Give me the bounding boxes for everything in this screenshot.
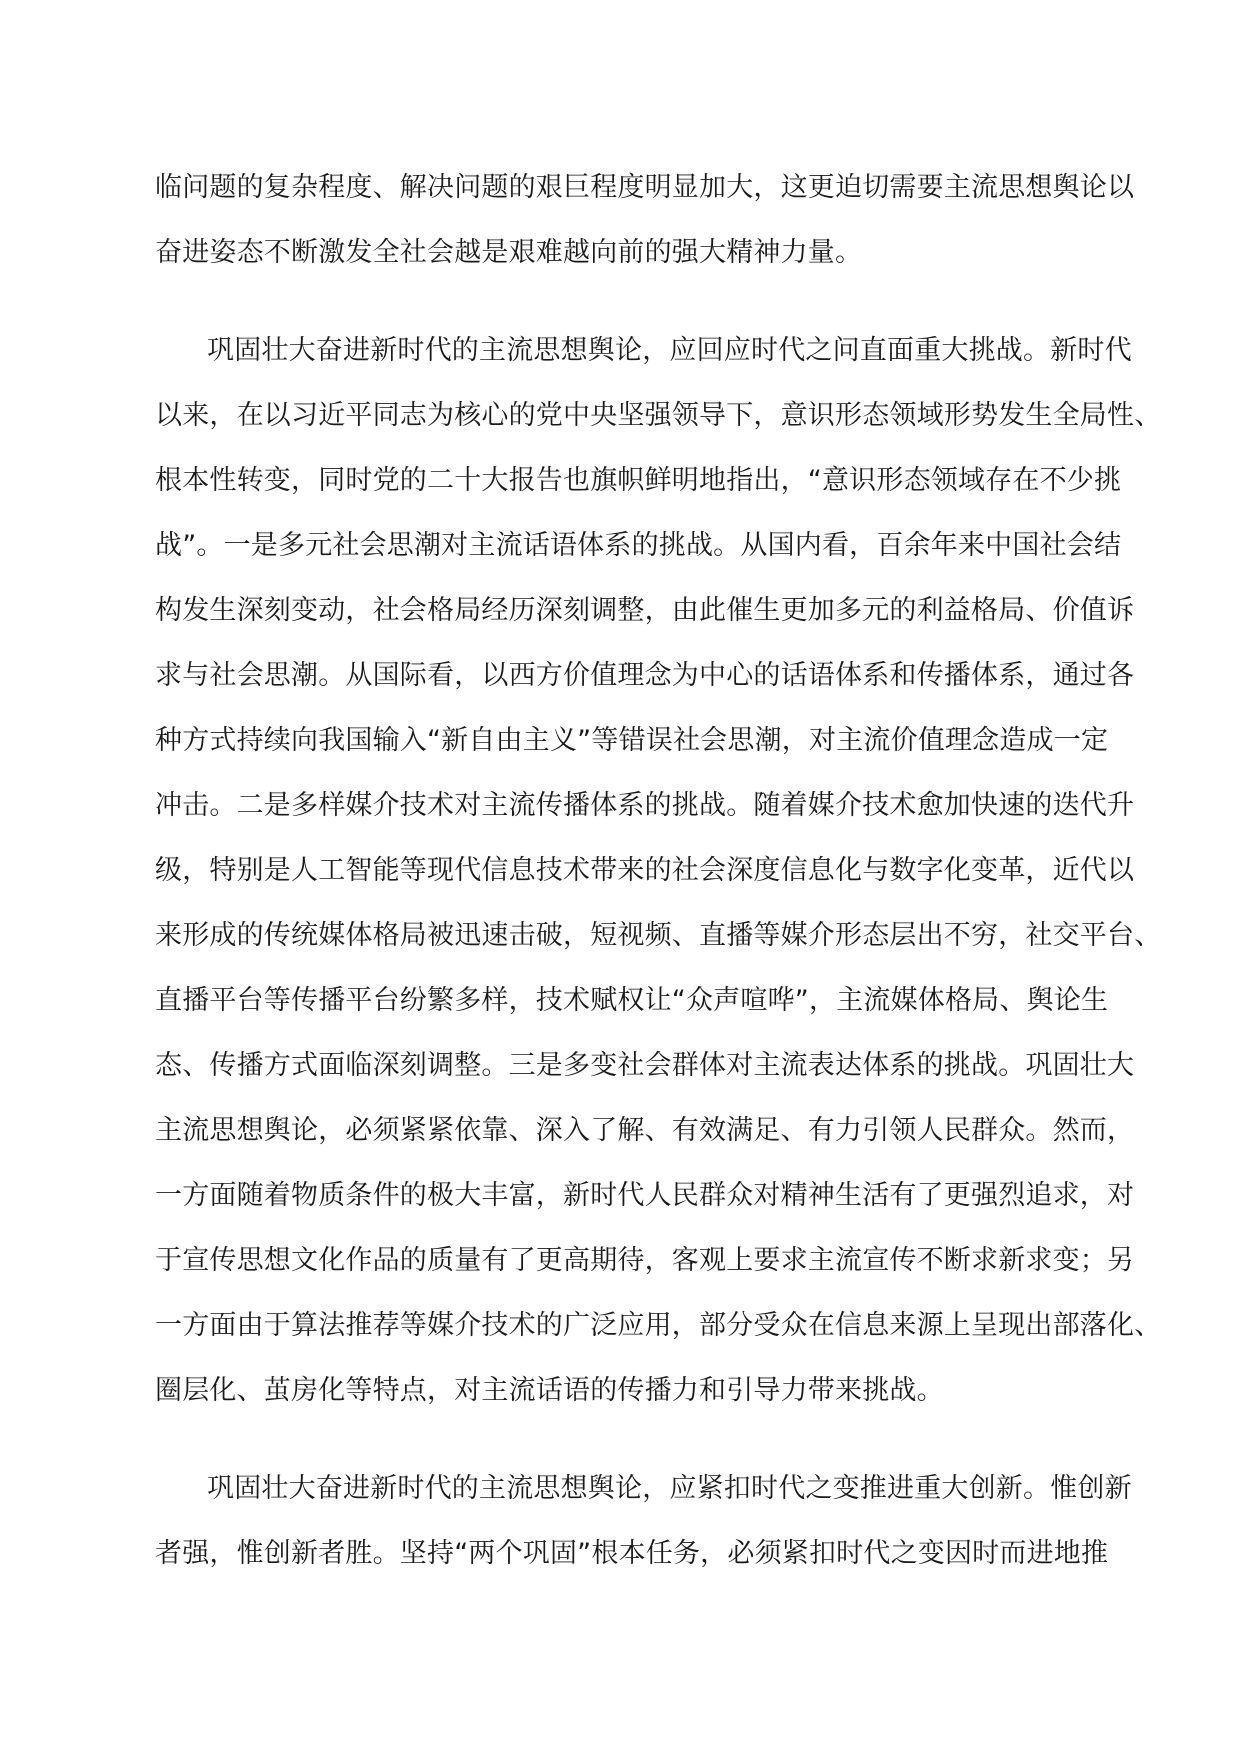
text-line: 一方面由于算法推荐等媒介技术的广泛应用，部分受众在信息来源上呈现出部落化、 [155, 1310, 1162, 1341]
text-line: 圈层化、茧房化等特点，对主流话语的传播力和引导力带来挑战。 [155, 1375, 944, 1406]
paragraph-1 [155, 155, 1135, 285]
text-line: 级，特别是人工智能等现代信息技术带来的社会深度信息化与数字化变革，近代以 [155, 855, 1135, 886]
text-line: 巩固壮大奋进新时代的主流思想舆论，应回应时代之问直面重大挑战。新时代 [207, 335, 1132, 366]
text-line: 求与社会思潮。从国际看，以西方价值理念为中心的话语体系和传播体系，通过各 [155, 660, 1135, 691]
text-line: 冲击。二是多样媒介技术对主流传播体系的挑战。随着媒介技术愈加快速的迭代升 [155, 790, 1135, 821]
text-line: 临问题的复杂程度、解决问题的艰巨程度明显加大，这更迫切需要主流思想舆论以 [155, 172, 1135, 203]
text-line: 种方式持续向我国输入“新自由主义”等错误社会思潮，对主流价值理念造成一定 [155, 725, 1109, 756]
text-line: 奋进姿态不断激发全社会越是艰难越向前的强大精神力量。 [155, 237, 863, 268]
text-line: 态、传播方式面临深刻调整。三是多变社会群体对主流表达体系的挑战。巩固壮大 [155, 1050, 1135, 1081]
text-line: 一方面随着物质条件的极大丰富，新时代人民群众对精神生活有了更强烈追求，对 [155, 1180, 1135, 1211]
text-line: 构发生深刻变动，社会格局经历深刻调整，由此催生更加多元的利益格局、价值诉 [155, 595, 1135, 626]
document-body [155, 155, 1162, 1586]
text-line: 于宣传思想文化作品的质量有了更高期待，客观上要求主流宣传不断求新求变；另 [155, 1245, 1135, 1276]
text-line: 以来，在以习近平同志为核心的党中央坚强领导下，意识形态领域形势发生全局性、 [155, 400, 1162, 431]
text-line: 者强，惟创新者胜。坚持“两个巩固”根本任务，必须紧扣时代之变因时而进地推 [155, 1538, 1109, 1569]
text-line: 主流思想舆论，必须紧紧依靠、深入了解、有效满足、有力引领人民群众。然而， [155, 1115, 1135, 1146]
paragraph-gap [155, 1423, 1095, 1456]
text-line: 根本性转变，同时党的二十大报告也旗帜鲜明地指出，“意识形态领域存在不少挑 [155, 465, 1122, 496]
paragraph-3 [155, 1456, 1132, 1586]
text-line: 来形成的传统媒体格局被迅速击破，短视频、直播等媒介形态层出不穷，社交平台、 [155, 920, 1162, 951]
paragraph-gap [155, 285, 1095, 318]
text-line: 战”。一是多元社会思潮对主流话语体系的挑战。从国内看，百余年来中国社会结 [155, 530, 1122, 561]
text-line: 巩固壮大奋进新时代的主流思想舆论，应紧扣时代之变推进重大创新。惟创新 [207, 1473, 1132, 1504]
paragraph-2 [155, 318, 1162, 1423]
text-line: 直播平台等传播平台纷繁多样，技术赋权让“众声喧哗”，主流媒体格局、舆论生 [155, 985, 1109, 1016]
